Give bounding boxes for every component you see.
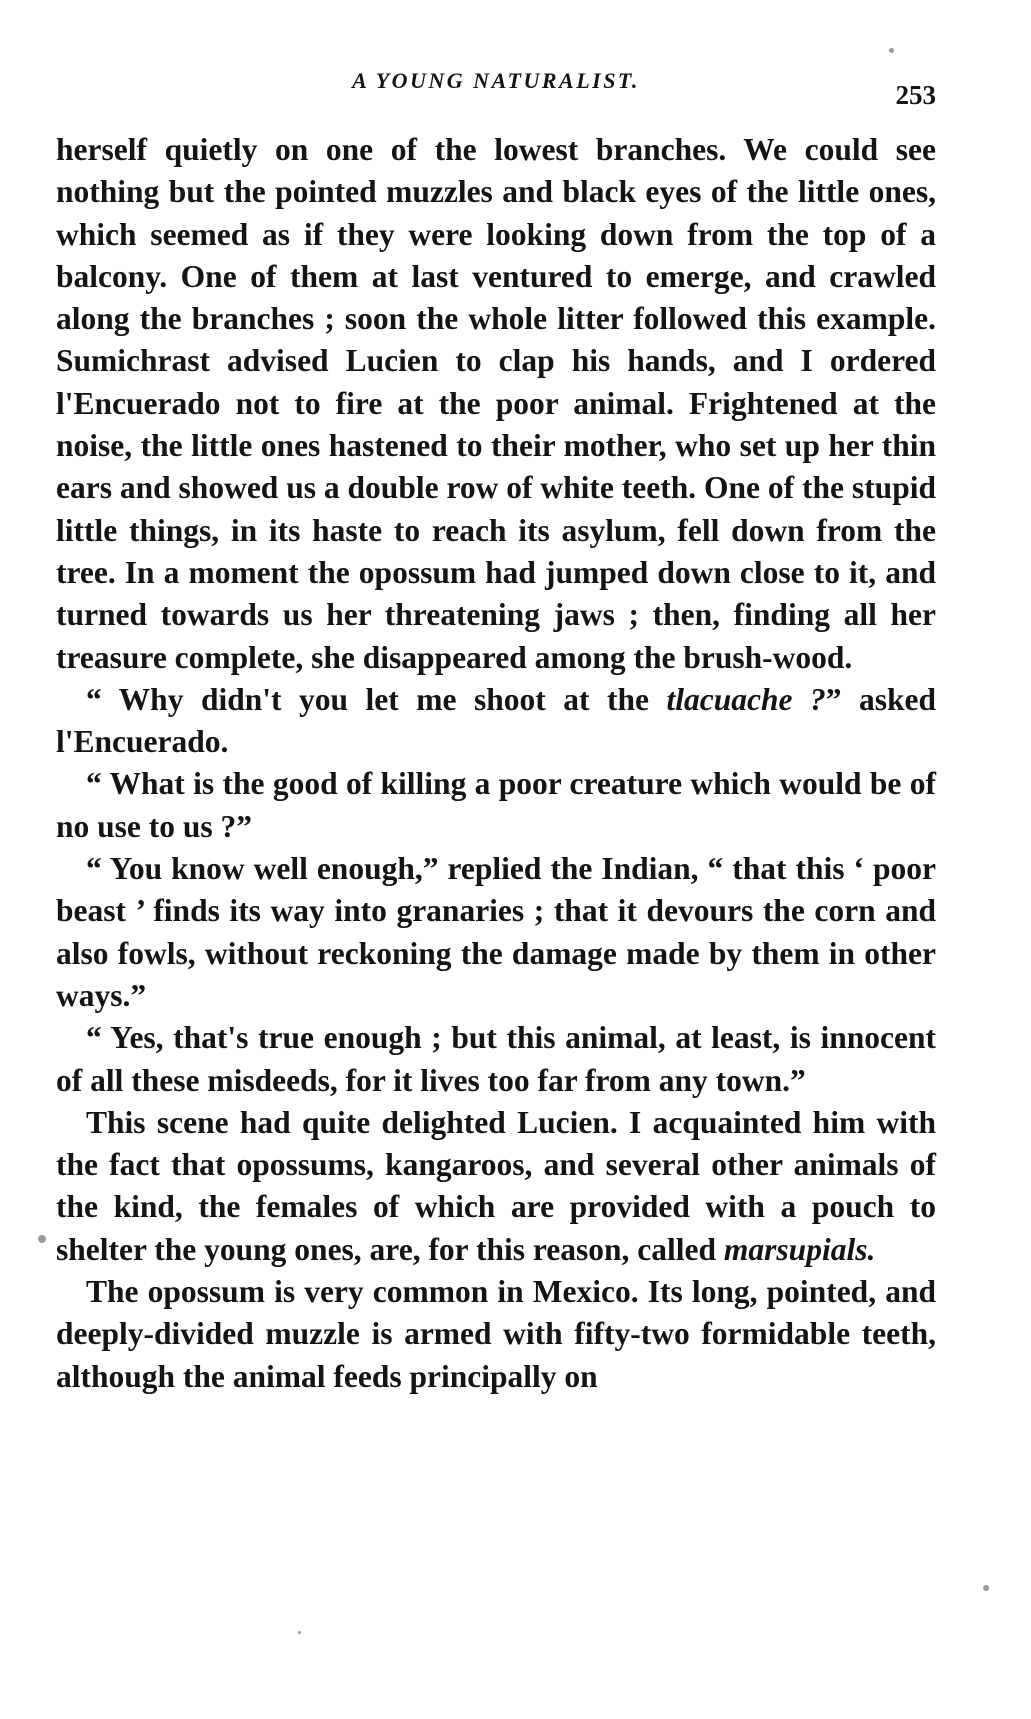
italic-term: tlacuache ? [666, 681, 826, 717]
paragraph-text: “ Yes, that's true enough ; but this animal, at least, is innocent of all these misdeeds, for it lives too far from any town.” [56, 1020, 936, 1098]
paragraph [56, 1102, 936, 1271]
paragraph-text: This scene had quite delighted Lucien. I acquainted him with the fact that opossums, kangaroos, and several other animals of the kind, the females of which are provided with a pouch to shelter the young ones, are, for this reason, called [56, 1104, 936, 1267]
paragraph-text: “ You know well enough,” replied the Indian, “ that this ‘ poor beast ’ finds its way into granaries ; that it devours the corn and also fowls, without reckoning the damage made by them in other ways.” [56, 851, 936, 1013]
paragraph [56, 679, 936, 764]
running-title: A YOUNG NATURALIST. [352, 68, 640, 93]
paragraph-text: The opossum is very common in Mexico. Its long, pointed, and deeply-divided muzzle is armed with fifty-two formidable teeth, although the animal feeds principally on [56, 1274, 936, 1394]
paragraph-text-tail: ” asked l'Encuerado. [56, 681, 936, 760]
paper-speck [298, 1631, 301, 1634]
paragraph-text: “ What is the good of killing a poor creature which would be of no use to us ?” [56, 766, 936, 844]
paragraph-text: “ Why didn't you let me shoot at the [86, 681, 667, 717]
paragraph [56, 1017, 936, 1102]
paragraph-text: herself quietly on one of the lowest branches. We could see nothing but the pointed muzzles and black eyes of the little ones, which seemed as if they were looking down from the top of a balcony. One of them at last ventured to emerge, and crawled along the branches ; soon the whole litter followed this example. Sumichrast advised Lucien to clap his hands, and I ordered l'Encuerado not to fire at the poor animal. Frightened at the noise, the little ones hastened to their mother, who set up her thin ears and showed us a double row of white teeth. One of the stupid little things, in its haste to reach its asylum, fell down from the tree. In a moment the opossum had jumped down close to it, and turned towards us her threatening jaws ; then, finding all her treasure complete, she disappeared among the brush-wood. [56, 132, 936, 675]
body-text [56, 129, 936, 1398]
page-header [56, 60, 936, 110]
paper-speck [983, 1585, 989, 1591]
page-number: 253 [895, 80, 936, 110]
paper-speck [889, 48, 894, 53]
italic-term: marsupials. [723, 1231, 876, 1267]
paragraph [56, 848, 936, 1017]
paper-speck [38, 1235, 46, 1243]
paragraph [56, 763, 936, 848]
paragraph [56, 1271, 936, 1398]
paragraph [56, 129, 936, 679]
